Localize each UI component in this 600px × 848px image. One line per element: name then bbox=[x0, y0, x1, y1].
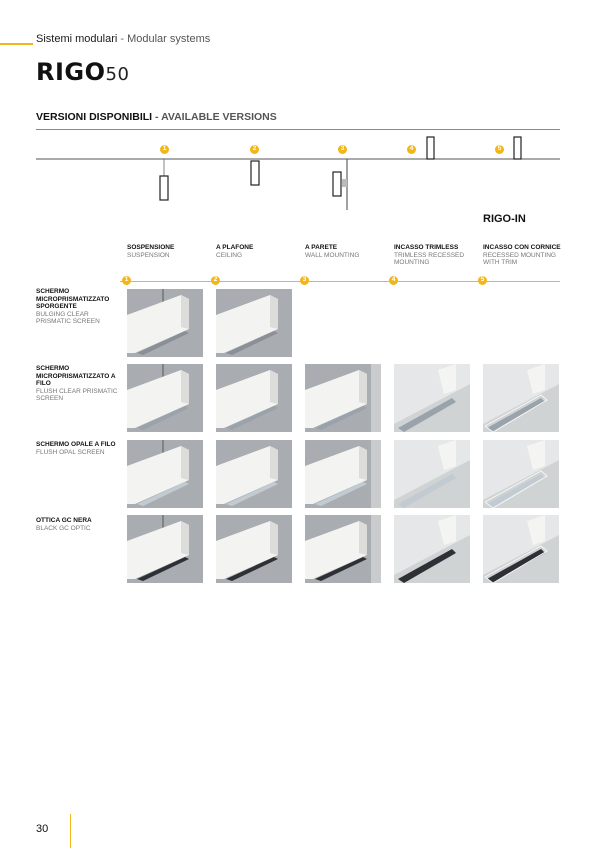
column-3-it: A PARETE bbox=[305, 244, 338, 251]
mounting-diagram-svg bbox=[36, 132, 560, 214]
product-tile bbox=[216, 440, 292, 508]
column-header-3 bbox=[305, 244, 387, 259]
diagram-number-5: 5 bbox=[495, 145, 504, 154]
column-header-5 bbox=[483, 244, 565, 267]
versions-title-en: AVAILABLE VERSIONS bbox=[161, 111, 277, 123]
product-tile bbox=[483, 440, 559, 508]
product-tile bbox=[127, 364, 203, 432]
header-accent-line bbox=[0, 43, 33, 45]
product-tile bbox=[216, 289, 292, 357]
product-tile bbox=[394, 515, 470, 583]
row-3-en: FLUSH OPAL SCREEN bbox=[36, 448, 105, 456]
versions-heading bbox=[36, 111, 277, 123]
product-tile bbox=[127, 515, 203, 583]
product-tile bbox=[394, 364, 470, 432]
versions-separator: - bbox=[152, 111, 162, 123]
row-2-en: FLUSH CLEAR PRISMATIC SCREEN bbox=[36, 387, 118, 402]
column-number-1: 1 bbox=[122, 276, 131, 285]
mounting-diagram bbox=[36, 132, 560, 214]
suspension-profile bbox=[160, 176, 168, 200]
column-number-3: 3 bbox=[300, 276, 309, 285]
column-header-1 bbox=[127, 244, 209, 259]
diagram-number-2: 2 bbox=[250, 145, 259, 154]
product-name: RIGO bbox=[36, 58, 106, 86]
row-4-en: BLACK GC OPTIC bbox=[36, 524, 91, 532]
diagram-number-4: 4 bbox=[407, 145, 416, 154]
column-number-4: 4 bbox=[389, 276, 398, 285]
diagram-number-3: 3 bbox=[338, 145, 347, 154]
column-2-it: A PLAFONE bbox=[216, 244, 254, 251]
row-2-it: SCHERMO MICROPRISMATIZZATO A FILO bbox=[36, 365, 116, 387]
wall-bracket bbox=[342, 179, 347, 187]
column-header-4 bbox=[394, 244, 476, 267]
footer-accent-line bbox=[70, 814, 71, 848]
column-3-en: WALL MOUNTING bbox=[305, 251, 360, 259]
section-separator: - bbox=[117, 33, 128, 45]
column-number-2: 2 bbox=[211, 276, 220, 285]
ceiling-profile bbox=[251, 161, 259, 185]
section-name-en: Modular systems bbox=[127, 33, 211, 45]
product-tile bbox=[483, 515, 559, 583]
column-1-en: SUSPENSION bbox=[127, 251, 170, 259]
section-rule bbox=[36, 129, 560, 130]
product-tile bbox=[305, 440, 381, 508]
column-number-line bbox=[120, 281, 560, 282]
column-header-2 bbox=[216, 244, 298, 259]
row-label-2 bbox=[36, 365, 120, 403]
product-number: 50 bbox=[105, 64, 130, 85]
column-number-5: 5 bbox=[478, 276, 487, 285]
trimless-profile bbox=[427, 137, 434, 159]
column-1-it: SOSPENSIONE bbox=[127, 244, 175, 251]
product-tile bbox=[216, 364, 292, 432]
row-4-it: OTTICA GC NERA bbox=[36, 517, 92, 524]
section-breadcrumb bbox=[36, 33, 210, 45]
rigo-in-label: RIGO-IN bbox=[483, 213, 526, 225]
column-4-it: INCASSO TRIMLESS bbox=[394, 244, 459, 251]
product-tile bbox=[394, 440, 470, 508]
product-tile bbox=[127, 289, 203, 357]
product-tile bbox=[216, 515, 292, 583]
row-3-it: SCHERMO OPALE A FILO bbox=[36, 441, 116, 448]
row-label-1 bbox=[36, 288, 120, 326]
product-tile bbox=[305, 515, 381, 583]
row-label-4 bbox=[36, 517, 120, 532]
product-tile bbox=[305, 364, 381, 432]
product-tile bbox=[127, 440, 203, 508]
product-tile bbox=[483, 364, 559, 432]
versions-title-it: VERSIONI DISPONIBILI bbox=[36, 111, 153, 123]
trim-profile bbox=[514, 137, 521, 159]
column-4-en: TRIMLESS RECESSED MOUNTING bbox=[394, 251, 465, 266]
row-label-3 bbox=[36, 441, 120, 456]
product-title bbox=[36, 58, 129, 86]
section-name-it: Sistemi modulari bbox=[36, 33, 118, 45]
column-2-en: CEILING bbox=[216, 251, 243, 259]
diagram-number-1: 1 bbox=[160, 145, 169, 154]
column-5-en: RECESSED MOUNTING WITH TRIM bbox=[483, 251, 556, 266]
row-1-it: SCHERMO MICROPRISMATIZZATO SPORGENTE bbox=[36, 288, 110, 310]
column-5-it: INCASSO CON CORNICE bbox=[483, 244, 561, 251]
wall-profile bbox=[333, 172, 341, 196]
page-number: 30 bbox=[36, 823, 49, 835]
row-1-en: BULGING CLEAR PRISMATIC SCREEN bbox=[36, 310, 100, 325]
